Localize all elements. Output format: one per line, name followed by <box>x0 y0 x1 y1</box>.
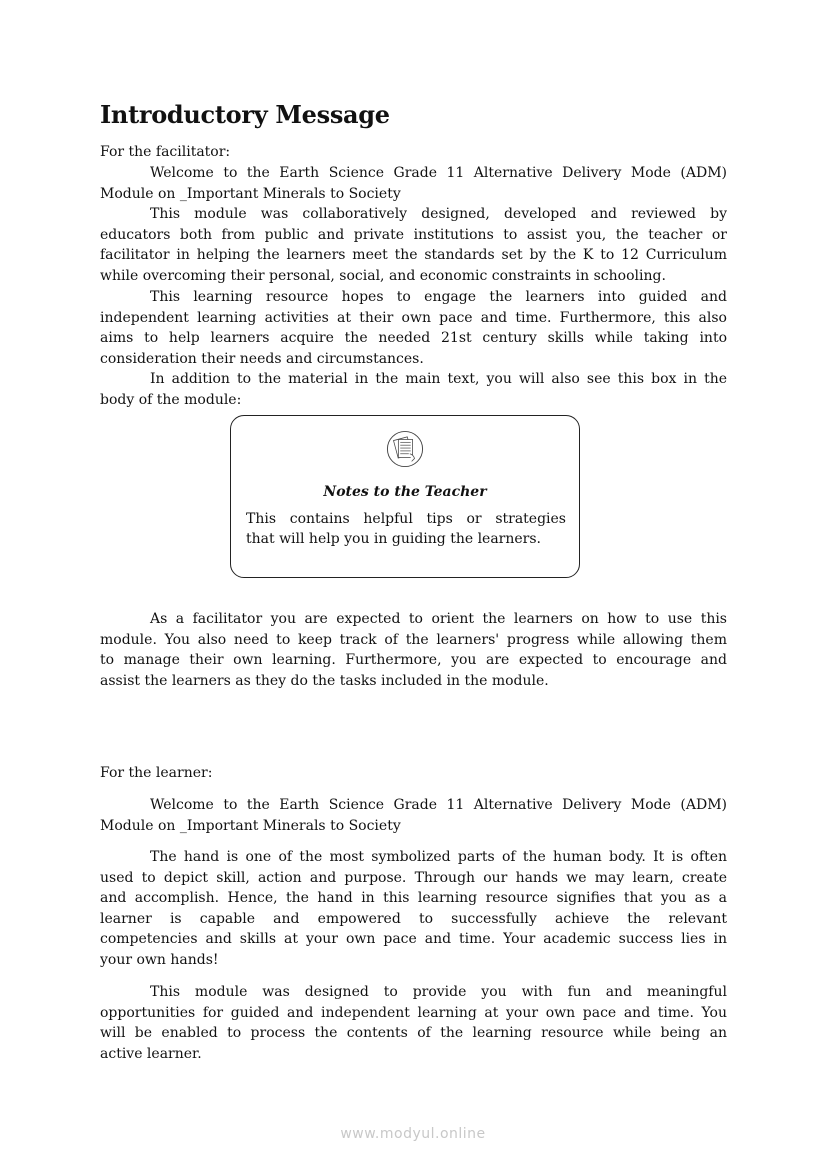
text-line: As a facilitator you are expected to orient the learners on how to use this <box>150 611 727 627</box>
facilitator-p3 <box>100 287 727 369</box>
text-line: active learner. <box>100 1045 202 1062</box>
box-title: Notes to the Teacher <box>323 484 487 500</box>
page-title: Introductory Message <box>100 100 390 129</box>
text-line: body of the module: <box>100 391 242 408</box>
notes-teacher-icon <box>386 430 424 468</box>
notes-to-teacher-box <box>230 415 580 578</box>
learner-p1 <box>100 795 727 836</box>
text-line: Module on _Important Minerals to Society <box>100 185 401 202</box>
text-line: consideration their needs and circumstances. <box>100 350 424 367</box>
heading-text: For the facilitator: <box>100 144 231 160</box>
box-text <box>246 509 566 549</box>
text-line: Welcome to the Earth Science Grade 11 Alternative Delivery Mode (ADM) <box>150 165 727 181</box>
text-line: learner is capable and empowered to successfully achieve the relevant <box>100 910 727 927</box>
box-line: that will help you in guiding the learners. <box>246 531 542 547</box>
text-line: opportunities for guided and independent learning at your own pace and time. You <box>100 1004 727 1021</box>
text-line: Welcome to the Earth Science Grade 11 Alternative Delivery Mode (ADM) <box>150 797 727 813</box>
text-line: This module was collaboratively designed, developed and reviewed by <box>150 206 727 222</box>
text-line: competencies and skills at your own pace and time. Your academic success lies in <box>100 931 727 948</box>
text-line: while overcoming their personal, social, and economic constraints in schooling. <box>100 267 666 284</box>
text-line: In addition to the material in the main text, you will also see this box in the <box>150 371 727 387</box>
text-line: educators both from public and private institutions to assist you, the teacher or <box>100 226 727 243</box>
learner-p3 <box>100 982 727 1064</box>
text-line: This learning resource hopes to engage the learners into guided and <box>150 289 727 305</box>
text-line: module. You also need to keep track of the learners' progress while allowing them <box>100 631 727 648</box>
text-line: aims to help learners acquire the needed 21st century skills while taking into <box>100 330 727 347</box>
learner-heading <box>100 763 727 784</box>
text-line: assist the learners as they do the tasks included in the module. <box>100 672 549 689</box>
facilitator-p1 <box>100 163 727 204</box>
text-line: independent learning activities at their own pace and time. Furthermore, this also <box>100 309 727 326</box>
box-line: This contains helpful tips or strategies <box>246 511 566 527</box>
facilitator-p2 <box>100 204 727 286</box>
text-line: Module on _Important Minerals to Society <box>100 817 401 834</box>
facilitator-heading <box>100 142 727 163</box>
heading-text: For the learner: <box>100 765 213 781</box>
text-line: and accomplish. Hence, the hand in this learning resource signifies that you as a <box>100 890 727 907</box>
text-line: facilitator in helping the learners meet the standards set by the K to 12 Curriculum <box>100 247 727 264</box>
learner-p2 <box>100 847 727 971</box>
text-line: This module was designed to provide you with fun and meaningful <box>150 984 727 1000</box>
text-line: The hand is one of the most symbolized parts of the human body. It is often <box>150 849 727 865</box>
facilitator-p5 <box>100 609 727 691</box>
text-line: used to depict skill, action and purpose. Through our hands we may learn, create <box>100 869 727 886</box>
text-line: your own hands! <box>100 951 219 968</box>
watermark: www.modyul.online <box>340 1126 486 1142</box>
text-line: will be enabled to process the contents of the learning resource while being an <box>100 1025 727 1042</box>
facilitator-p4 <box>100 369 727 410</box>
text-line: to manage their own learning. Furthermore, you are expected to encourage and <box>100 652 727 669</box>
